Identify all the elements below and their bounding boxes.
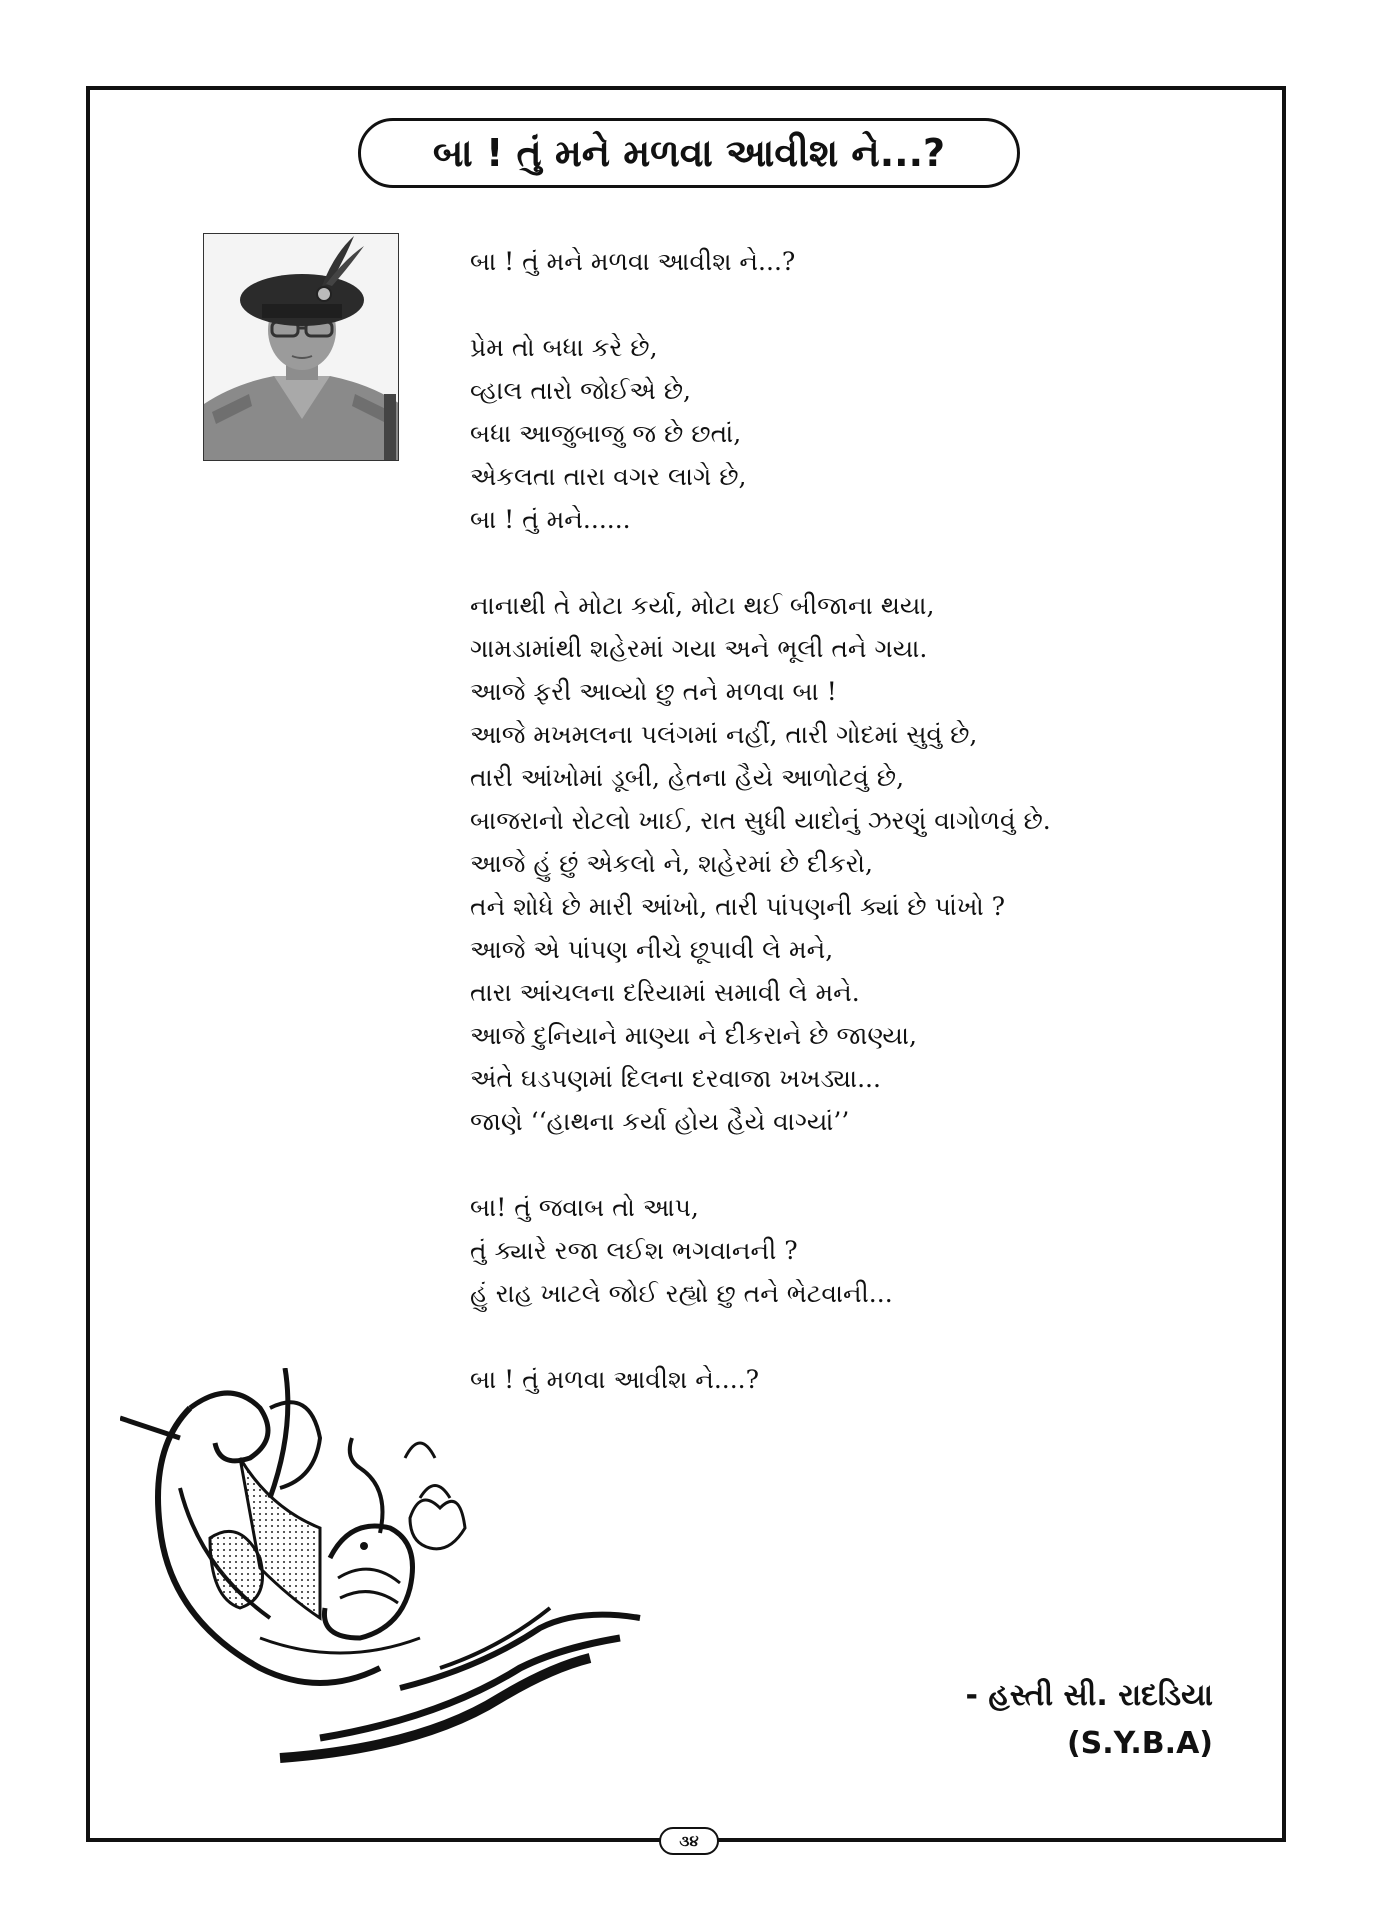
page-number: ૩૪ <box>659 1827 719 1855</box>
poem-line: તારી આંખોમાં ડૂબી, હેતના હૈયે આળોટવું છે, <box>470 763 905 792</box>
poem-line: તારા આંચલના દરિયામાં સમાવી લે મને. <box>470 978 860 1007</box>
poem-body <box>470 240 1230 1401</box>
poem-line: આજે દુનિયાને માણ્યા ને દીકરાને છે જાણ્યા, <box>470 1021 917 1050</box>
poem-line: નાનાથી તે મોટા કર્યા, મોટા થઈ બીજાના થયા, <box>470 591 935 620</box>
poem-line: વ્હાલ તારો જોઈએ છે, <box>470 376 691 405</box>
poem-line: આજે એ પાંપણ નીચે છૂપાવી લે મને, <box>470 935 834 964</box>
poem-line: હું રાહ ખાટલે જોઈ રહ્યો છુ તને ભેટવાની... <box>470 1279 893 1308</box>
author-class: (S.Y.B.A) <box>1066 1726 1213 1761</box>
poem-line: બધા આજુબાજુ જ છે છતાં, <box>470 419 742 448</box>
poem-line: બાજરાનો રોટલો ખાઈ, રાત સુધી યાદોનું ઝરણું વાગોળવું છે. <box>470 806 1051 835</box>
poem-line: બા ! તું મને મળવા આવીશ ને...? <box>470 247 796 276</box>
poem-line: જાણે ‘‘હાથના કર્યા હોય હૈયે વાગ્યાં’’ <box>470 1107 850 1136</box>
poem-line: બા ! તું મને...... <box>470 505 631 534</box>
peacock-ornament <box>120 1368 680 1788</box>
poem-line: પ્રેમ તો બધા કરે છે, <box>470 333 658 362</box>
poem-line: અંતે ઘડપણમાં દિલના દરવાજા ખખડ્યા... <box>470 1064 881 1093</box>
page-title: બા ! તું મને મળવા આવીશ ને...? <box>358 118 1020 188</box>
author-photo <box>203 233 399 461</box>
author-credit <box>965 1672 1213 1768</box>
poem-line: બા! તું જવાબ તો આપ, <box>470 1193 699 1222</box>
poem-line: આજે મખમલના પલંગમાં નહીં, તારી ગોદમાં સુવું છે, <box>470 720 978 749</box>
poem-line: તું ક્યારે રજા લઈશ ભગવાનની ? <box>470 1236 798 1265</box>
poem-line: બા ! તું મળવા આવીશ ને....? <box>470 1365 760 1394</box>
poem-line: તને શોધે છે મારી આંખો, તારી પાંપણની ક્યાં છે પાંખો ? <box>470 892 1006 921</box>
poem-line: એકલતા તારા વગર લાગે છે, <box>470 462 747 491</box>
poem-line: આજે ફરી આવ્યો છુ તને મળવા બા ! <box>470 677 837 706</box>
poem-line: આજે હું છું એકલો ને, શહેરમાં છે દીકરો, <box>470 849 873 878</box>
poem-line: ગામડામાંથી શહેરમાં ગયા અને ભૂલી તને ગયા. <box>470 634 928 663</box>
author-name: - હસ્તી સી. રાદડિયા <box>965 1678 1213 1713</box>
